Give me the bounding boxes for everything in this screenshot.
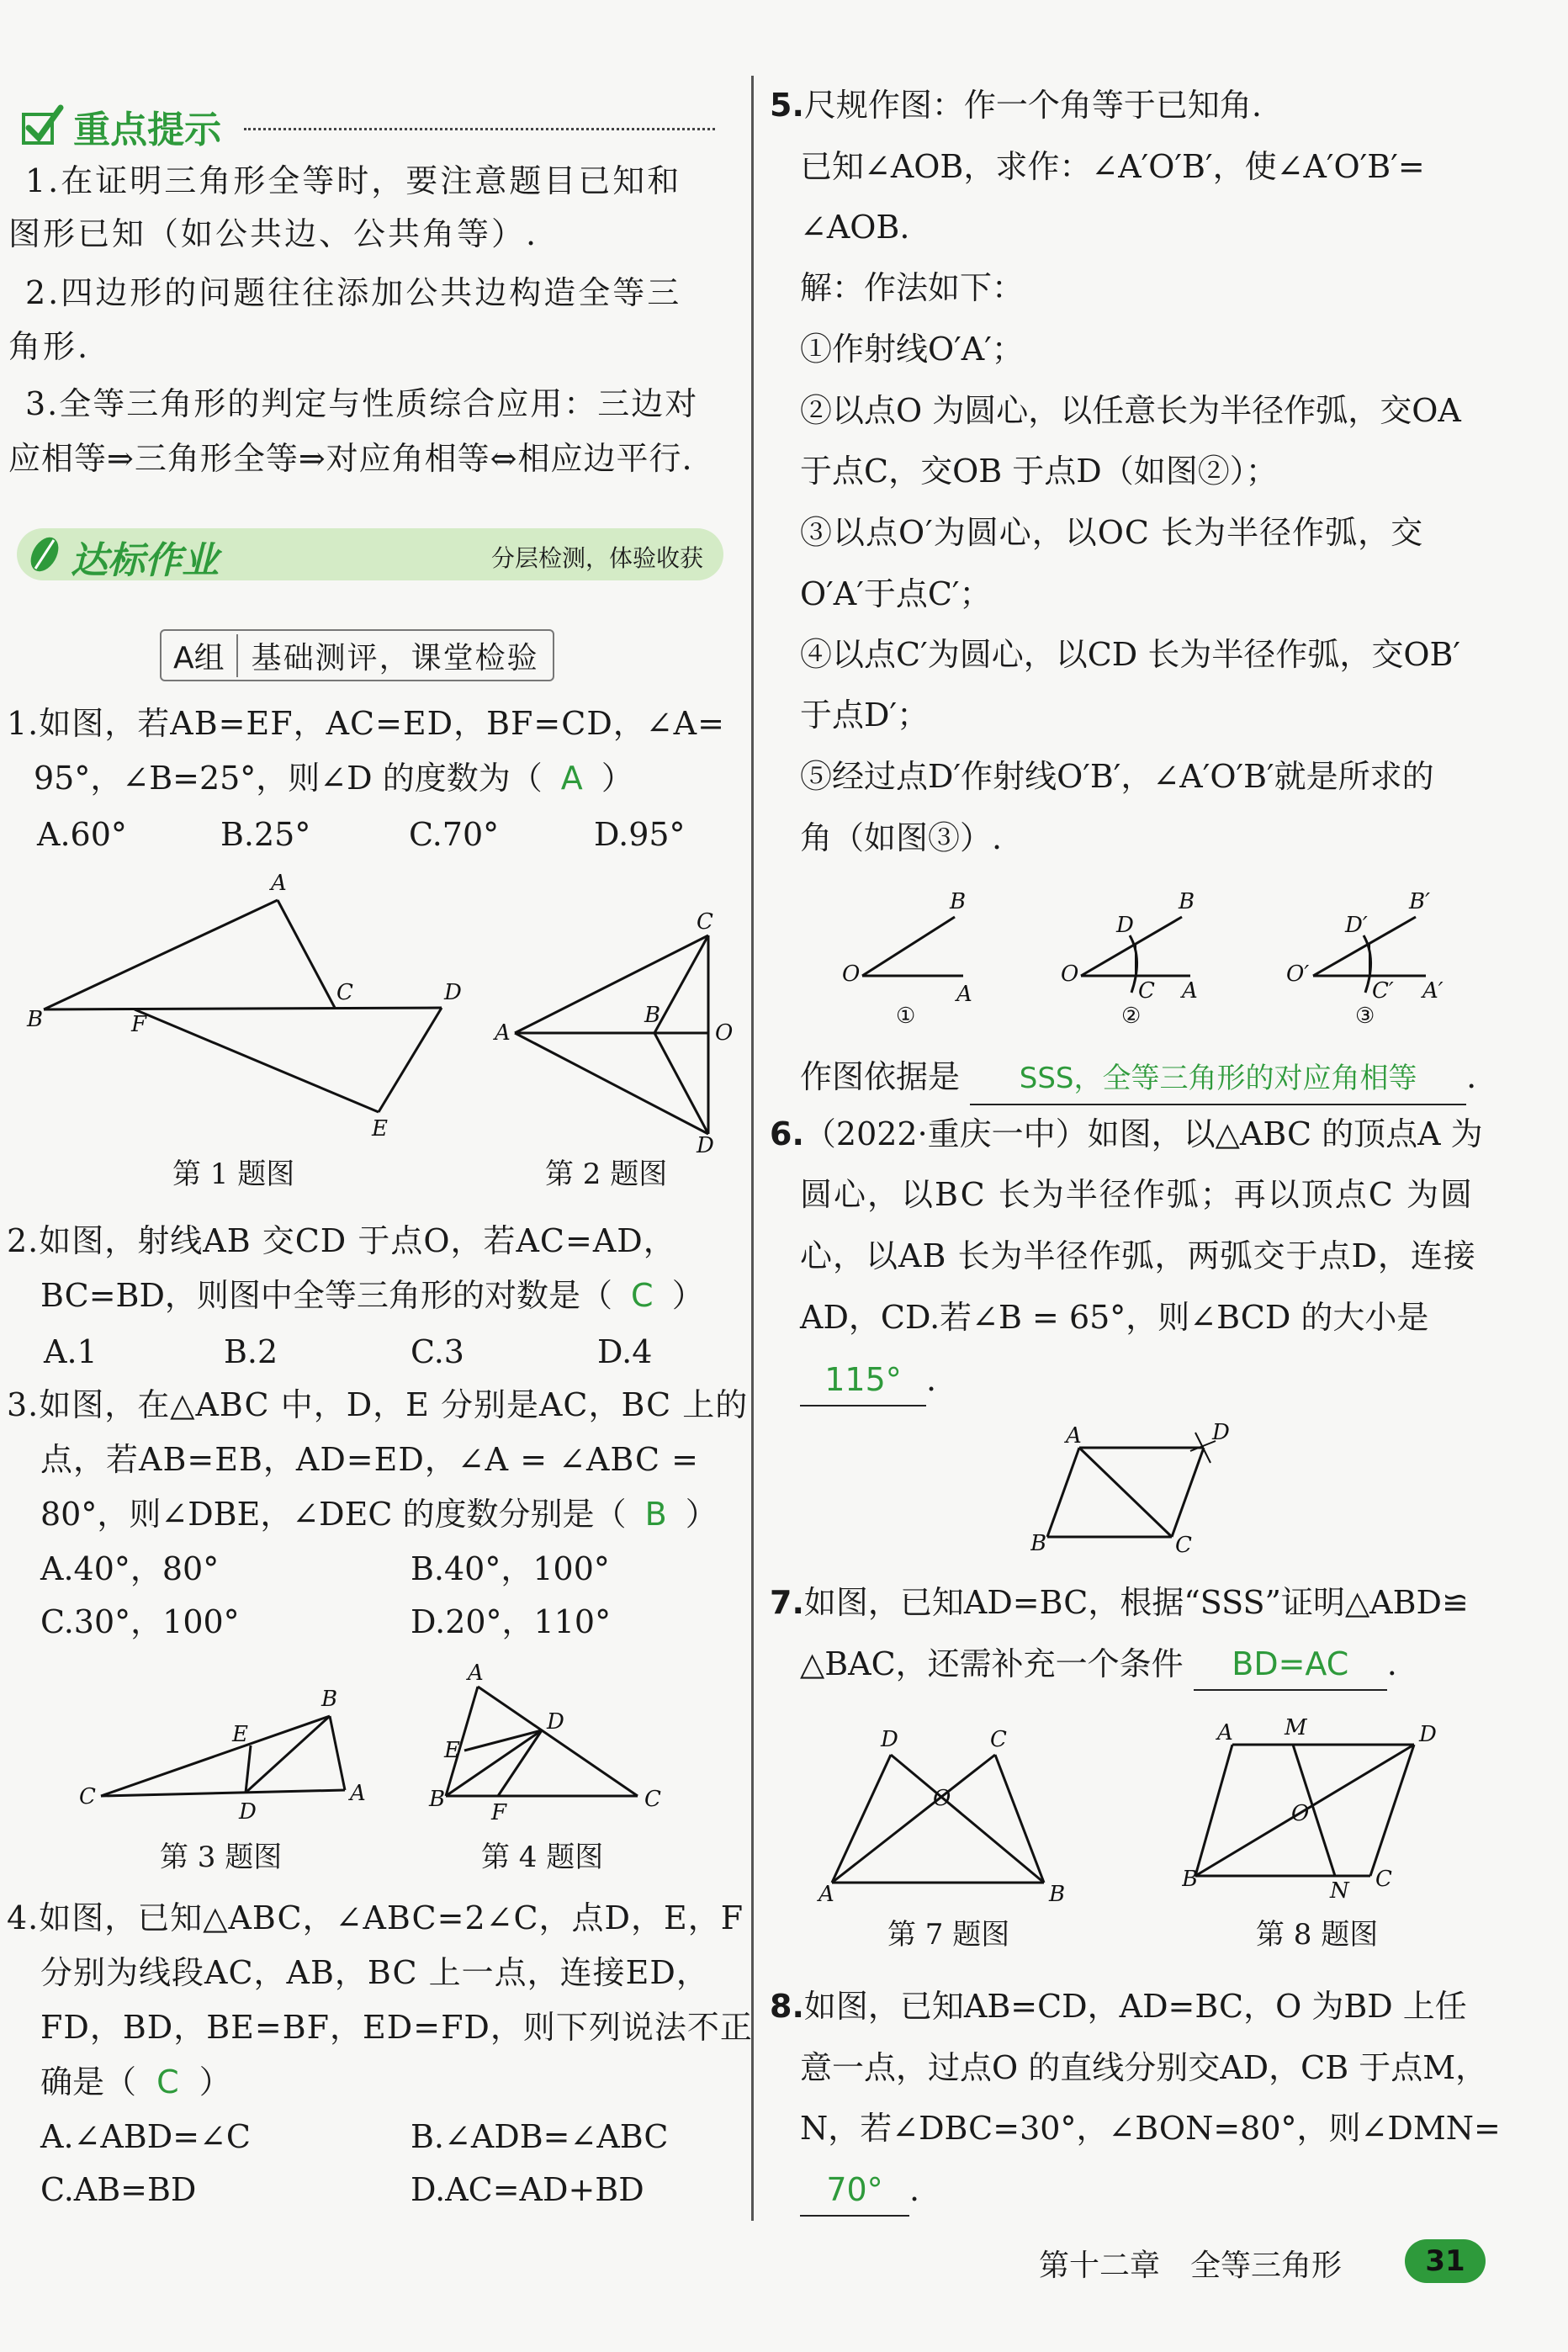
q8-line bbox=[770, 1981, 1467, 2032]
fig2-label: B bbox=[644, 1003, 661, 1028]
key-point-line: 图形已知（如公共边、公共角等）. bbox=[8, 215, 539, 252]
fig3-label: C bbox=[79, 1784, 96, 1809]
q7-line2 bbox=[800, 1639, 1397, 1691]
homework-title: 达标作业 bbox=[71, 539, 219, 582]
q7-text: 如图，已知AD=BC，根据“SSS”证明△ABD≌ bbox=[803, 1584, 1469, 1621]
fig7-label: A bbox=[818, 1882, 834, 1907]
fig1-label: B bbox=[27, 1007, 44, 1032]
q4-close: ） bbox=[199, 2063, 231, 2100]
q4-line3: FD，BD，BE=BF，ED=FD，则下列说法不正 bbox=[40, 2009, 753, 2046]
fig8-label: C bbox=[1375, 1867, 1392, 1892]
fig5-label: C bbox=[1138, 978, 1155, 1004]
fig6-label: D bbox=[1212, 1420, 1230, 1445]
q1-option: B.25° bbox=[220, 816, 311, 853]
q8-answer-line bbox=[800, 2164, 919, 2217]
fig5-label: B′ bbox=[1409, 889, 1431, 914]
fig5-label: B bbox=[950, 889, 967, 914]
q6-end: . bbox=[926, 1361, 937, 1398]
fig7-label: D bbox=[881, 1727, 898, 1752]
fig7-label: B bbox=[1049, 1882, 1066, 1907]
fig5-label: A bbox=[1182, 978, 1198, 1004]
figure-5-3 bbox=[1283, 875, 1459, 1026]
figure-7 bbox=[812, 1716, 1081, 1910]
q2-line1: 2.如图，射线AB 交CD 于点O，若AC=AD， bbox=[7, 1222, 676, 1259]
q8-line: N，若∠DBC=30°，∠BON=80°，则∠DMN= bbox=[800, 2110, 1501, 2147]
q5-line: ⑤经过点D′作射线O′B′，∠A′O′B′就是所求的 bbox=[800, 758, 1434, 795]
figure-2 bbox=[488, 900, 740, 1152]
q4-option: D.AC=AD+BD bbox=[411, 2171, 644, 2208]
q7-stem: △BAC，还需补充一个条件 bbox=[800, 1645, 1184, 1682]
fig2-label: D bbox=[697, 1133, 714, 1152]
q3-option: A.40°，80° bbox=[40, 1550, 220, 1587]
q7-line1 bbox=[770, 1577, 1469, 1628]
q3-close: ） bbox=[685, 1496, 718, 1533]
fig8-label: O bbox=[1291, 1801, 1310, 1826]
fig7-label: C bbox=[990, 1727, 1007, 1752]
key-points-title: 重点提示 bbox=[73, 109, 222, 151]
q4-line4 bbox=[40, 2057, 231, 2107]
q5-line: ②以点O 为圆心，以任意长为半径作弧，交OA bbox=[800, 392, 1461, 429]
fig2-label: O bbox=[715, 1020, 734, 1046]
q7-number: 7. bbox=[770, 1584, 804, 1621]
group-tag: A组 bbox=[162, 634, 238, 677]
q5-line: 于点D′； bbox=[800, 697, 930, 734]
fig7-label: O bbox=[933, 1786, 951, 1811]
q8-number: 8. bbox=[770, 1988, 804, 2025]
fig4-label: C bbox=[644, 1787, 661, 1812]
key-point-line: 2.四边形的问题往往添加公共边构造全等三 bbox=[25, 274, 682, 311]
q8-answer: 70° bbox=[800, 2164, 909, 2217]
fig8-label: B bbox=[1182, 1867, 1199, 1892]
fig4-label: E bbox=[444, 1738, 460, 1763]
fig3-label: D bbox=[239, 1799, 257, 1825]
q1-close: ） bbox=[601, 760, 633, 797]
fig3-caption: 第 3 题图 bbox=[160, 1841, 283, 1874]
q2-line2 bbox=[40, 1270, 704, 1321]
fig5-label: O bbox=[842, 961, 861, 987]
q6-line: 圆心，以BC 长为半径作弧；再以顶点C 为圆 bbox=[800, 1176, 1474, 1213]
q5-line: ①作射线O′A′； bbox=[800, 331, 1024, 368]
q2-close: ） bbox=[671, 1277, 704, 1314]
q8-line: 意一点，过点O 的直线分别交AD，CB 于点M， bbox=[800, 2049, 1488, 2086]
fig1-label: A bbox=[271, 871, 287, 896]
q1-option: D.95° bbox=[594, 816, 686, 853]
header-dotted-rule bbox=[244, 128, 715, 130]
page-number: 31 bbox=[1405, 2239, 1486, 2283]
figure-8 bbox=[1182, 1708, 1459, 1910]
fig2-caption: 第 2 题图 bbox=[545, 1157, 668, 1191]
q5-text: 尺规作图：作一个角等于已知角. bbox=[803, 87, 1262, 124]
fig8-label: M bbox=[1285, 1715, 1307, 1740]
q1-line2 bbox=[34, 753, 633, 803]
q2-option: B.2 bbox=[224, 1333, 278, 1370]
q5-basis bbox=[800, 1052, 1476, 1105]
q4-stem: 确是（ bbox=[40, 2063, 137, 2100]
q5-line bbox=[770, 80, 1262, 130]
q4-option: C.AB=BD bbox=[40, 2171, 197, 2208]
fig1-label: D bbox=[444, 980, 462, 1005]
q6-line: AD，CD.若∠B = 65°，则∠BCD 的大小是 bbox=[800, 1299, 1429, 1336]
q8-text: 如图，已知AB=CD，AD=BC，O 为BD 上任 bbox=[803, 1988, 1467, 2025]
figure-6 bbox=[1030, 1417, 1249, 1560]
figure-5-2 bbox=[1056, 875, 1216, 1026]
q6-text: （2022·重庆一中）如图，以△ABC 的顶点A 为 bbox=[803, 1115, 1483, 1152]
q7-end: . bbox=[1386, 1645, 1397, 1682]
q3-line2: 点，若AB=EB，AD=ED，∠A = ∠ABC = bbox=[40, 1441, 700, 1478]
q6-line: 心，以AB 长为半径作弧，两弧交于点D，连接 bbox=[800, 1237, 1476, 1274]
q4-option: B.∠ADB=∠ABC bbox=[411, 2118, 669, 2155]
fig4-label: F bbox=[491, 1800, 507, 1825]
q4-option: A.∠ABD=∠C bbox=[40, 2118, 251, 2155]
q6-line bbox=[770, 1109, 1483, 1159]
figure-1 bbox=[17, 866, 479, 1152]
q5-line: 解：作法如下： bbox=[800, 269, 1025, 306]
fig5-label: D′ bbox=[1345, 913, 1368, 938]
fig2-label: C bbox=[697, 909, 713, 935]
q3-answer: B bbox=[644, 1496, 667, 1533]
fig5-caption: ① bbox=[896, 1004, 916, 1026]
leaf-icon bbox=[24, 533, 66, 575]
figure-3 bbox=[67, 1682, 387, 1834]
fig8-label: A bbox=[1217, 1720, 1233, 1745]
q7-answer: BD=AC bbox=[1194, 1639, 1387, 1691]
key-point-line: 应相等⇒三角形全等⇒对应角相等⇔相应边平行. bbox=[8, 440, 693, 477]
q6-number: 6. bbox=[770, 1115, 804, 1152]
fig1-label: F bbox=[131, 1012, 147, 1037]
q3-option: D.20°，110° bbox=[411, 1603, 612, 1640]
check-icon bbox=[19, 103, 69, 150]
fig6-label: A bbox=[1066, 1423, 1082, 1449]
fig1-caption: 第 1 题图 bbox=[172, 1157, 295, 1191]
q4-line2: 分别为线段AC，AB，BC 上一点，连接ED， bbox=[40, 1954, 709, 1991]
figure-4 bbox=[421, 1661, 673, 1830]
q4-line1: 4.如图，已知△ABC，∠ABC=2∠C，点D，E，F bbox=[7, 1899, 744, 1936]
fig5-label: B bbox=[1179, 889, 1195, 914]
homework-banner bbox=[17, 528, 723, 580]
q2-stem: BC=BD，则图中全等三角形的对数是（ bbox=[40, 1277, 612, 1314]
chapter-footer: 第十二章 全等三角形 bbox=[1039, 2249, 1343, 2283]
q5-basis-answer: SSS，全等三角形的对应角相等 bbox=[970, 1053, 1466, 1105]
fig5-label: A bbox=[956, 982, 972, 1007]
fig4-label: D bbox=[547, 1709, 564, 1735]
fig3-label: A bbox=[350, 1781, 366, 1806]
fig6-label: C bbox=[1175, 1533, 1192, 1558]
q1-stem: 95°，∠B=25°，则∠D 的度数为（ bbox=[34, 760, 543, 797]
key-point-line: 角形. bbox=[8, 328, 91, 365]
fig5-label: D bbox=[1116, 913, 1134, 938]
fig5-caption: ② bbox=[1121, 1004, 1142, 1026]
key-point-line: 1.在证明三角形全等时，要注意题目已知和 bbox=[25, 162, 682, 199]
q5-line: 于点C，交OB 于点D（如图②）； bbox=[800, 453, 1278, 490]
key-point-line: 3.全等三角形的判定与性质综合应用：三边对 bbox=[25, 385, 699, 422]
q2-option: D.4 bbox=[597, 1333, 653, 1370]
group-a-label bbox=[160, 629, 554, 681]
q1-line1: 1.如图，若AB=EF，AC=ED，BF=CD，∠A= bbox=[7, 705, 725, 742]
q3-stem: 80°，则∠DBE，∠DEC 的度数分别是（ bbox=[40, 1496, 627, 1533]
fig7-caption: 第 7 题图 bbox=[887, 1918, 1010, 1952]
fig6-label: B bbox=[1030, 1531, 1047, 1556]
fig5-label: O′ bbox=[1286, 961, 1310, 987]
fig1-label: E bbox=[372, 1116, 388, 1142]
fig5-label: O bbox=[1061, 961, 1079, 987]
homework-subtitle: 分层检测，体验收获 bbox=[490, 544, 703, 572]
q5-basis-end: . bbox=[1466, 1058, 1477, 1095]
q2-option: C.3 bbox=[411, 1333, 464, 1370]
q5-line: ④以点C′为圆心，以CD 长为半径作弧，交OB′ bbox=[800, 636, 1461, 673]
group-title: 基础测评，课堂检验 bbox=[251, 640, 539, 675]
q5-line: ∠AOB. bbox=[800, 209, 910, 246]
q4-answer: C bbox=[156, 2063, 179, 2100]
fig8-label: N bbox=[1330, 1878, 1349, 1904]
q6-answer: 115° bbox=[800, 1354, 926, 1406]
q3-line3 bbox=[40, 1489, 718, 1539]
q3-option: B.40°，100° bbox=[411, 1550, 610, 1587]
fig4-label: B bbox=[429, 1787, 446, 1812]
q5-line: ③以点O′为圆心，以OC 长为半径作弧，交 bbox=[800, 514, 1424, 551]
q1-option: A.60° bbox=[37, 816, 127, 853]
fig8-caption: 第 8 题图 bbox=[1256, 1918, 1379, 1952]
fig5-label: A′ bbox=[1422, 978, 1444, 1004]
q2-answer: C bbox=[631, 1277, 654, 1314]
q2-option: A.1 bbox=[44, 1333, 98, 1370]
fig2-label: A bbox=[495, 1020, 511, 1046]
q1-option: C.70° bbox=[409, 816, 500, 853]
q3-line1: 3.如图，在△ABC 中，D，E 分别是AC，BC 上的 bbox=[7, 1386, 749, 1423]
fig8-label: D bbox=[1419, 1722, 1437, 1747]
q5-line: 已知∠AOB，求作：∠A′O′B′，使∠A′O′B′= bbox=[800, 148, 1425, 185]
fig5-caption: ③ bbox=[1355, 1004, 1375, 1026]
fig4-label: A bbox=[468, 1661, 484, 1686]
q5-basis-label: 作图依据是 bbox=[800, 1058, 961, 1095]
key-points-header bbox=[19, 99, 221, 153]
column-divider bbox=[751, 76, 754, 2221]
fig1-label: C bbox=[336, 980, 353, 1005]
q5-number: 5. bbox=[770, 87, 804, 124]
fig3-label: B bbox=[321, 1687, 338, 1712]
q5-line: O′A′于点C′； bbox=[800, 575, 992, 612]
q5-line: 角（如图③）. bbox=[800, 819, 1003, 856]
figure-5-1 bbox=[837, 875, 980, 1026]
q8-end: . bbox=[909, 2171, 920, 2208]
fig4-caption: 第 4 题图 bbox=[481, 1841, 604, 1874]
fig5-label: C′ bbox=[1372, 978, 1394, 1004]
q6-answer-line bbox=[800, 1354, 936, 1406]
fig3-label: E bbox=[232, 1722, 248, 1747]
q3-option: C.30°，100° bbox=[40, 1603, 240, 1640]
q1-answer: A bbox=[560, 760, 583, 797]
